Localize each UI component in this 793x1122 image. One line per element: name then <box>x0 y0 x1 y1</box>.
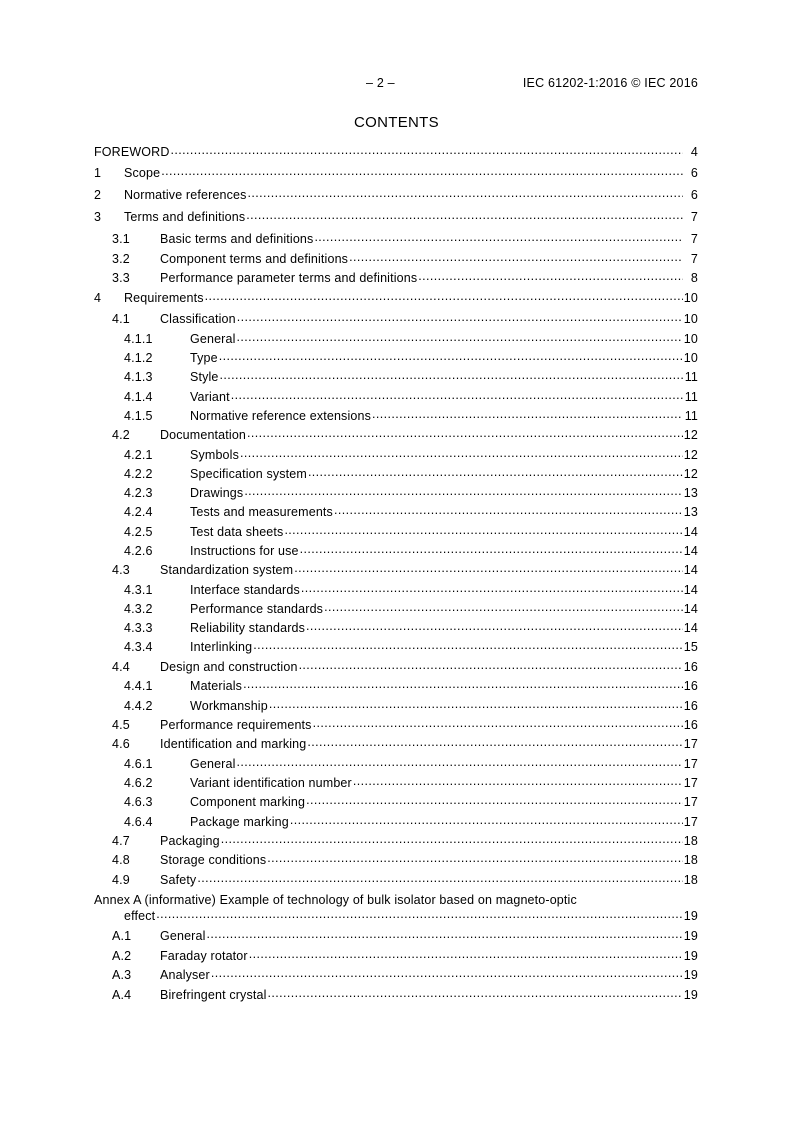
dot-leader <box>231 388 683 401</box>
toc-entry-number: 4.4.2 <box>124 698 153 713</box>
toc-entry-page: 19 <box>683 967 698 982</box>
toc-entry-page: 15 <box>683 639 698 654</box>
toc-entry-title: Standardization system <box>160 562 294 577</box>
toc-entry-page: 11 <box>684 369 698 384</box>
dot-leader <box>349 250 683 263</box>
toc-entry-page: 11 <box>684 389 698 404</box>
toc-entry-title: Interlinking <box>190 639 253 654</box>
toc-entry-title: Workmanship <box>190 698 268 713</box>
toc-entry-title: Reliability standards <box>190 620 306 635</box>
toc-entry-title: Terms and definitions <box>124 209 246 224</box>
toc-entry-page: 18 <box>683 833 698 848</box>
toc-entry-number: 3.3 <box>112 270 130 285</box>
toc-entry[interactable] <box>94 310 698 326</box>
toc-entry-number: 4.2.1 <box>124 447 153 462</box>
toc-entry-page: 13 <box>683 504 698 519</box>
toc-entry-page: 10 <box>683 331 698 346</box>
toc-entry-number: 2 <box>94 187 102 202</box>
dot-leader <box>290 813 683 826</box>
toc-entry-number: 4.2 <box>112 427 130 442</box>
toc-entry[interactable] <box>94 832 698 848</box>
toc-entry[interactable] <box>94 774 698 790</box>
toc-entry-title: Interface standards <box>190 582 300 597</box>
dot-leader <box>418 269 683 282</box>
toc-entry[interactable] <box>94 407 698 423</box>
toc-entry-title: Analyser <box>160 967 210 982</box>
toc-entry-title: Variant <box>190 389 230 404</box>
dot-leader <box>334 503 683 516</box>
toc-entry-title: Component marking <box>190 794 306 809</box>
toc-entry[interactable] <box>94 581 698 597</box>
toc-entry-page: 14 <box>683 582 698 597</box>
toc-entry-title: Tests and measurements <box>190 504 333 519</box>
toc-entry-number: 4.2.5 <box>124 524 153 539</box>
dot-leader <box>220 368 683 381</box>
toc-entry[interactable] <box>94 947 698 963</box>
toc-entry-title: Drawings <box>190 485 244 500</box>
toc-entry-number: 1 <box>94 165 102 180</box>
standard-reference: IEC 61202-1:2016 © IEC 2016 <box>522 76 698 90</box>
dot-leader <box>247 426 683 439</box>
toc-entry-title: Design and construction <box>160 659 298 674</box>
toc-entry-title: Requirements <box>124 290 204 305</box>
toc-entry[interactable] <box>94 388 698 404</box>
toc-entry-page: 7 <box>690 209 698 224</box>
toc-entry[interactable] <box>94 927 698 943</box>
dot-leader <box>353 774 683 787</box>
toc-entry-number: 4.1.3 <box>124 369 153 384</box>
toc-entry-page: 16 <box>683 698 698 713</box>
toc-entry-title: General <box>160 928 206 943</box>
toc-entry-number: A.3 <box>112 967 132 982</box>
dot-leader <box>246 208 683 221</box>
dot-leader <box>372 407 683 420</box>
toc-entry-page: 17 <box>683 814 698 829</box>
toc-entry-page: 17 <box>683 775 698 790</box>
toc-entry[interactable] <box>94 523 698 539</box>
toc-entry-title: Instructions for use <box>190 543 299 558</box>
toc-entry-page: 18 <box>683 852 698 867</box>
dot-leader <box>300 542 683 555</box>
toc-entry[interactable] <box>94 250 698 266</box>
toc-entry-number: 4.9 <box>112 872 130 887</box>
dot-leader <box>313 716 683 729</box>
toc-entry-title: Birefringent crystal <box>160 987 267 1002</box>
contents-title: CONTENTS <box>354 114 439 131</box>
toc-entry-page: 16 <box>683 659 698 674</box>
toc-entry[interactable] <box>94 446 698 462</box>
toc-entry-page: 13 <box>683 485 698 500</box>
toc-entry[interactable] <box>94 638 698 654</box>
dot-leader <box>244 484 682 497</box>
toc-entry-page: 14 <box>683 601 698 616</box>
toc-entry-number: 3.1 <box>112 231 130 246</box>
toc-entry-title: General <box>190 331 236 346</box>
toc-entry[interactable] <box>94 561 698 577</box>
dot-leader <box>284 523 682 536</box>
dot-leader <box>161 164 683 177</box>
toc-entry[interactable] <box>94 349 698 365</box>
toc-entry-page: 4 <box>690 144 698 159</box>
dot-leader <box>221 832 683 845</box>
toc-entry-page: 19 <box>683 928 698 943</box>
dot-leader <box>171 143 684 156</box>
toc-entry-number: 4.6 <box>112 736 130 751</box>
toc-entry[interactable] <box>94 600 698 616</box>
toc-entry-number: 4 <box>94 290 102 305</box>
dot-leader <box>269 697 683 710</box>
toc-entry-title: Package marking <box>190 814 289 829</box>
toc-entry-page: 8 <box>690 270 698 285</box>
toc-entry-page: 7 <box>690 231 698 246</box>
toc-entry-number: 4.1.2 <box>124 350 153 365</box>
toc-entry-number: 4.6.2 <box>124 775 153 790</box>
dot-leader <box>197 871 682 884</box>
toc-entry[interactable] <box>94 658 698 674</box>
toc-entry[interactable] <box>94 426 698 442</box>
toc-entry-title: Test data sheets <box>190 524 284 539</box>
toc-entry-number: 4.2.6 <box>124 543 153 558</box>
toc-entry-number: 4.3.4 <box>124 639 153 654</box>
dot-leader <box>314 230 683 243</box>
dot-leader <box>267 851 683 864</box>
toc-entry[interactable] <box>94 164 698 180</box>
toc-entry-title: Performance requirements <box>160 717 312 732</box>
dot-leader <box>248 186 684 199</box>
toc-entry-number: 4.5 <box>112 717 130 732</box>
toc-entry-title: Component terms and definitions <box>160 251 349 266</box>
dot-leader <box>306 619 683 632</box>
toc-entry-page: 12 <box>683 466 698 481</box>
toc-entry-page: 19 <box>683 948 698 963</box>
toc-entry-title: Packaging <box>160 833 220 848</box>
toc-entry[interactable] <box>94 503 698 519</box>
dot-leader <box>324 600 683 613</box>
dot-leader <box>294 561 683 574</box>
toc-entry-page: 14 <box>683 620 698 635</box>
toc-entry-title: Type <box>190 350 218 365</box>
toc-entry-title: Basic terms and definitions <box>160 231 314 246</box>
toc-entry[interactable] <box>94 716 698 732</box>
toc-entry-page: 6 <box>690 187 698 202</box>
dot-leader <box>240 446 683 459</box>
dot-leader <box>205 289 683 302</box>
dot-leader <box>237 755 683 768</box>
toc-entry-page: 14 <box>683 562 698 577</box>
toc-entry-title: Normative references <box>124 187 247 202</box>
toc-entry-number: 4.4 <box>112 659 130 674</box>
toc-entry[interactable] <box>94 813 698 829</box>
toc-entry-title: Identification and marking <box>160 736 307 751</box>
toc-entry[interactable] <box>94 330 698 346</box>
toc-entry-number: A.2 <box>112 948 132 963</box>
toc-entry-number: 4.6.4 <box>124 814 153 829</box>
toc-entry-title: Normative reference extensions <box>190 408 371 423</box>
toc-entry-number: 4.1.4 <box>124 389 153 404</box>
toc-entry[interactable] <box>94 465 698 481</box>
dot-leader <box>243 677 683 690</box>
toc-entry-number: 4.2.3 <box>124 485 153 500</box>
toc-entry-number: 4.3.2 <box>124 601 153 616</box>
toc-entry-title: FOREWORD <box>94 144 170 159</box>
toc-entry-number: 4.3.3 <box>124 620 153 635</box>
toc-entry-title: Classification <box>160 311 236 326</box>
dot-leader <box>219 349 683 362</box>
page-number: – 2 – <box>366 76 395 90</box>
toc-entry-title-continued: effect <box>124 908 156 923</box>
dot-leader <box>211 966 683 979</box>
toc-entry-title: Faraday rotator <box>160 948 248 963</box>
toc-entry-page: 10 <box>683 350 698 365</box>
toc-entry[interactable] <box>94 755 698 771</box>
toc-entry-title: General <box>190 756 236 771</box>
toc-entry-page: 19 <box>683 987 698 1002</box>
dot-leader <box>268 986 683 999</box>
toc-entry-page: 17 <box>683 794 698 809</box>
toc-entry[interactable] <box>94 619 698 635</box>
toc-entry-page: 14 <box>683 543 698 558</box>
toc-entry-number: 4.8 <box>112 852 130 867</box>
dot-leader <box>253 638 683 651</box>
toc-entry-number: 4.6.1 <box>124 756 153 771</box>
toc-entry-title: Materials <box>190 678 243 693</box>
toc-entry[interactable] <box>94 697 698 713</box>
toc-entry-page: 12 <box>683 447 698 462</box>
toc-entry-page: 6 <box>690 165 698 180</box>
toc-entry[interactable] <box>94 893 698 923</box>
toc-entry-title: Variant identification number <box>190 775 352 790</box>
toc-entry-title: Specification system <box>190 466 307 481</box>
toc-entry-page: 17 <box>683 756 698 771</box>
toc-entry-number: 3.2 <box>112 251 130 266</box>
toc-entry-title: Performance parameter terms and definitions <box>160 270 418 285</box>
toc-entry-title: Performance standards <box>190 601 324 616</box>
toc-entry-number: 4.6.3 <box>124 794 153 809</box>
toc-entry[interactable] <box>94 208 698 224</box>
dot-leader <box>207 927 683 940</box>
toc-entry-number: 3 <box>94 209 102 224</box>
toc-entry-page: 18 <box>683 872 698 887</box>
toc-entry-title: Scope <box>124 165 161 180</box>
toc-entry[interactable] <box>94 368 698 384</box>
toc-entry-number: A.1 <box>112 928 132 943</box>
toc-entry-page: 19 <box>683 908 698 923</box>
toc-entry-number: 4.7 <box>112 833 130 848</box>
toc-entry[interactable] <box>94 542 698 558</box>
toc-entry-number: 4.3.1 <box>124 582 153 597</box>
toc-entry[interactable] <box>94 230 698 246</box>
toc-entry[interactable] <box>94 143 698 159</box>
toc-entry[interactable] <box>94 793 698 809</box>
toc-entry-number: 4.1.1 <box>124 331 153 346</box>
toc-entry-page: 7 <box>690 251 698 266</box>
dot-leader <box>307 735 682 748</box>
dot-leader <box>301 581 683 594</box>
toc-entry-title: Documentation <box>160 427 247 442</box>
toc-entry[interactable] <box>94 871 698 887</box>
toc-entry-page: 10 <box>683 311 698 326</box>
toc-entry-title: Symbols <box>190 447 239 462</box>
toc-entry-number: 4.1 <box>112 311 130 326</box>
toc-entry[interactable] <box>94 735 698 751</box>
toc-entry-page: 17 <box>683 736 698 751</box>
toc-entry-page: 11 <box>684 408 698 423</box>
toc-entry-number: 4.1.5 <box>124 408 153 423</box>
dot-leader <box>306 793 683 806</box>
toc-entry-title: Annex A (informative) Example of technology of bulk isolator based on magneto-optic <box>94 893 577 907</box>
toc-entry-page: 10 <box>683 290 698 305</box>
toc-entry-title: Storage conditions <box>160 852 267 867</box>
toc-entry[interactable] <box>94 986 698 1002</box>
dot-leader <box>308 465 683 478</box>
toc-entry[interactable] <box>94 289 698 305</box>
toc-entry-page: 14 <box>683 524 698 539</box>
toc-entry-number: 4.2.2 <box>124 466 153 481</box>
toc-entry-page: 16 <box>683 717 698 732</box>
toc-entry[interactable] <box>94 484 698 500</box>
toc-entry[interactable] <box>94 851 698 867</box>
dot-leader <box>299 658 683 671</box>
toc-entry-number: 4.3 <box>112 562 130 577</box>
toc-entry[interactable] <box>94 269 698 285</box>
toc-entry-number: 4.2.4 <box>124 504 153 519</box>
dot-leader <box>156 907 683 920</box>
dot-leader <box>249 947 683 960</box>
toc-entry[interactable] <box>94 677 698 693</box>
toc-entry-page: 16 <box>683 678 698 693</box>
toc-entry[interactable] <box>94 966 698 982</box>
toc-entry-page: 12 <box>683 427 698 442</box>
dot-leader <box>237 330 683 343</box>
toc-entry[interactable] <box>94 186 698 202</box>
toc-entry-number: A.4 <box>112 987 132 1002</box>
dot-leader <box>237 310 683 323</box>
toc-entry-title: Safety <box>160 872 197 887</box>
toc-entry-title: Style <box>190 369 219 384</box>
toc-entry-number: 4.4.1 <box>124 678 153 693</box>
